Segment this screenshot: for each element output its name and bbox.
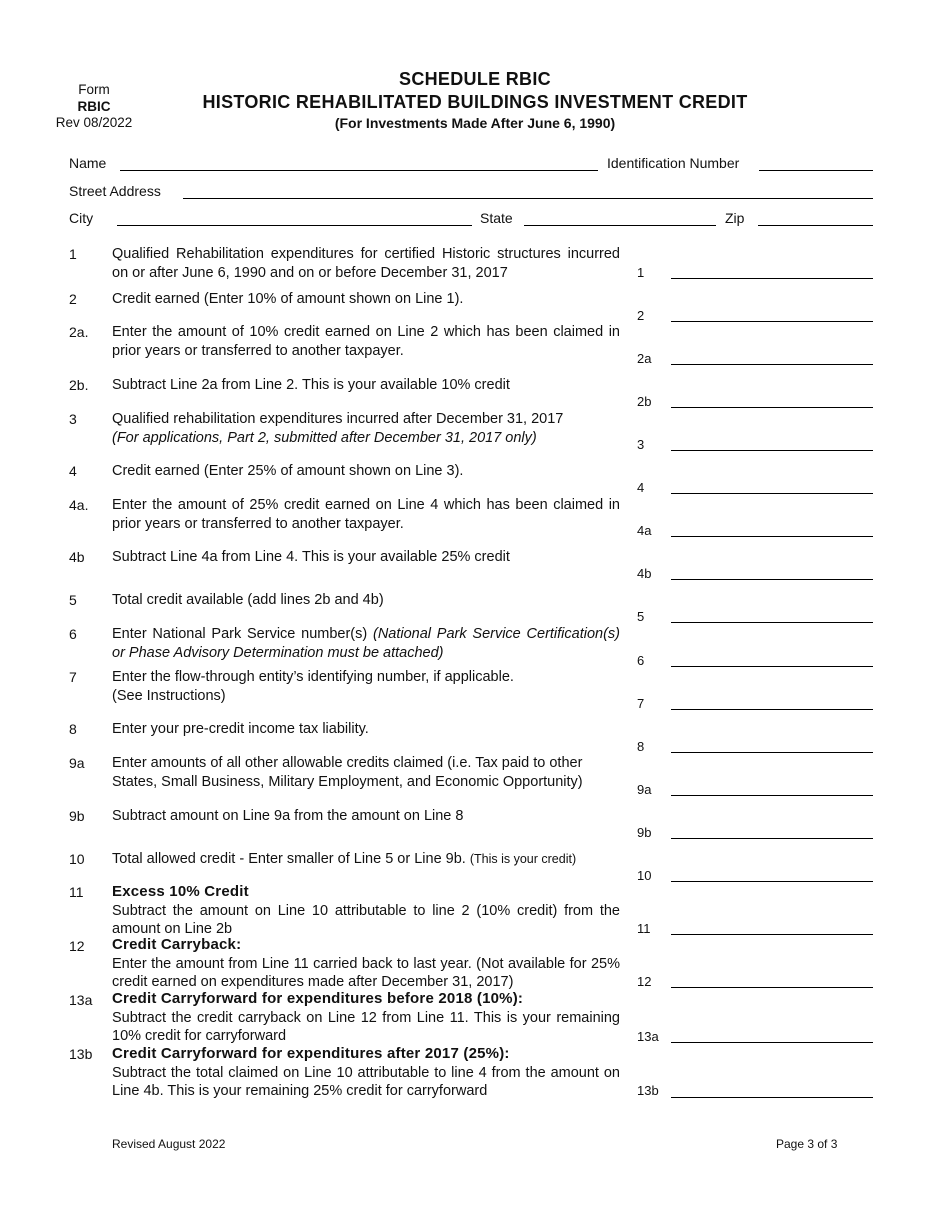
line-9a-amount-field[interactable] — [671, 795, 873, 796]
line-ref: 13b — [637, 1083, 659, 1098]
line-ref: 9b — [637, 825, 652, 840]
line-text: Subtract the total claimed on Line 10 attributable to line 4 from the amount on Line 4b. This is your remaining 25% credit for carryforward — [112, 1064, 620, 1099]
line-5-amount-field[interactable] — [671, 622, 873, 623]
line-number: 3 — [69, 411, 77, 427]
identification-number-label: Identification Number — [607, 155, 740, 171]
line-description — [112, 807, 620, 826]
line-ref: 8 — [637, 739, 645, 754]
line-note: (For applications, Part 2, submitted after December 31, 2017 only) — [112, 429, 537, 446]
line-13b-amount-field[interactable] — [671, 1097, 873, 1098]
line-ref: 7 — [637, 696, 645, 711]
line-4b-amount-field[interactable] — [671, 579, 873, 580]
line-note: (National Park Service Certification(s) or Phase Advisory Determination must be attached) — [112, 626, 620, 661]
zip-label: Zip — [725, 210, 745, 226]
line-description — [112, 496, 620, 533]
state-label: State — [480, 210, 513, 226]
form-revision: Rev 08/2022 — [55, 115, 133, 130]
street-address-field[interactable] — [183, 198, 873, 199]
line-ref: 11 — [637, 921, 651, 936]
page-subtitle: (For Investments Made After June 6, 1990) — [334, 115, 616, 131]
line-ref: 4 — [637, 480, 645, 495]
footer-revised: Revised August 2022 — [112, 1137, 226, 1151]
line-9b-amount-field[interactable] — [671, 838, 873, 839]
line-description — [112, 245, 620, 282]
line-heading: Credit Carryforward for expenditures after 2017 (25%): — [112, 1045, 510, 1062]
line-number: 2b. — [69, 377, 89, 393]
line-number: 1 — [69, 246, 77, 262]
line-description — [112, 290, 620, 309]
line-text: Enter National Park Service number(s) — [112, 626, 368, 642]
line-description — [112, 990, 620, 1046]
line-number: 13a — [69, 992, 93, 1008]
line-text: Qualified rehabilitation expenditures incurred after December 31, 2017 — [112, 411, 564, 427]
line-8-amount-field[interactable] — [671, 752, 873, 753]
line-heading: Credit Carryback: — [112, 936, 242, 953]
line-ref: 6 — [637, 653, 645, 668]
line-11-amount-field[interactable] — [671, 934, 873, 935]
line-note: (See Instructions) — [112, 687, 226, 704]
line-10-amount-field[interactable] — [671, 881, 873, 882]
line-description — [112, 668, 620, 705]
line-text: Subtract Line 2a from Line 2. This is your available 10% credit — [112, 377, 510, 393]
line-note: (This is your credit) — [469, 852, 577, 866]
line-number: 11 — [69, 884, 84, 900]
line-ref: 5 — [637, 609, 645, 624]
line-number: 9a — [69, 755, 85, 771]
city-label: City — [69, 210, 94, 226]
line-ref: 2 — [637, 308, 645, 323]
line-number: 8 — [69, 721, 77, 737]
line-ref: 12 — [637, 974, 652, 989]
line-text: Enter your pre-credit income tax liability. — [112, 721, 369, 737]
city-field[interactable] — [117, 225, 472, 226]
line-ref: 2a — [637, 351, 652, 366]
line-number: 2a. — [69, 324, 89, 340]
line-ref: 4a — [637, 523, 652, 538]
line-number: 12 — [69, 938, 85, 954]
line-3-amount-field[interactable] — [671, 450, 873, 451]
line-ref: 4b — [637, 566, 652, 581]
identification-number-field[interactable] — [759, 170, 873, 171]
line-text: Credit earned (Enter 25% of amount shown on Line 3). — [112, 463, 464, 479]
line-2b-amount-field[interactable] — [671, 407, 873, 408]
name-field[interactable] — [120, 170, 598, 171]
line-ref: 2b — [637, 394, 652, 409]
line-description — [112, 625, 620, 662]
line-4a-amount-field[interactable] — [671, 536, 873, 537]
line-number: 4 — [69, 463, 77, 479]
line-description — [112, 376, 620, 395]
line-description — [112, 850, 620, 869]
line-number: 13b — [69, 1046, 93, 1062]
line-7-amount-field[interactable] — [671, 709, 873, 710]
page-title: HISTORIC REHABILITATED BUILDINGS INVESTMENT CREDIT — [202, 92, 748, 112]
state-field[interactable] — [524, 225, 716, 226]
line-description — [112, 591, 620, 610]
line-1-amount-field[interactable] — [671, 278, 873, 279]
line-heading: Credit Carryforward for expenditures before 2018 (10%): — [112, 990, 524, 1007]
line-text: Qualified Rehabilitation expenditures for certified Historic structures incurred on or after June 6, 1990 and on or before December 31, 2017 — [112, 246, 620, 281]
line-number: 10 — [69, 851, 85, 867]
line-ref: 1 — [637, 265, 645, 280]
line-text: Subtract amount on Line 9a from the amount on Line 8 — [112, 808, 464, 824]
line-2-amount-field[interactable] — [671, 321, 873, 322]
line-text: Enter the amount from Line 11 carried back to last year. (Not available for 25% credit earned on expenditures made after December 31, 2017) — [112, 955, 620, 990]
line-number: 7 — [69, 669, 77, 685]
line-description — [112, 754, 620, 791]
line-ref: 13a — [637, 1029, 659, 1044]
line-description — [112, 548, 620, 567]
name-label: Name — [69, 155, 107, 171]
form-label: Form — [78, 82, 110, 97]
line-ref: 3 — [637, 437, 645, 452]
footer-page-number: Page 3 of 3 — [776, 1137, 838, 1151]
line-2a-amount-field[interactable] — [671, 364, 873, 365]
line-description — [112, 410, 620, 447]
schedule-title: SCHEDULE RBIC — [399, 69, 551, 89]
line-number: 2 — [69, 291, 77, 307]
line-text: Credit earned (Enter 10% of amount shown on Line 1). — [112, 291, 464, 307]
line-description — [112, 323, 620, 360]
line-text: Enter the amount of 25% credit earned on Line 4 which has been claimed in prior years or transferred to another taxpayer. — [112, 497, 620, 532]
line-text: Total credit available (add lines 2b and 4b) — [112, 592, 384, 608]
street-address-label: Street Address — [69, 183, 161, 199]
line-description — [112, 1045, 620, 1101]
line-text: Enter the flow-through entity’s identifying number, if applicable. — [112, 669, 514, 685]
form-code: RBIC — [77, 98, 111, 114]
line-text: Enter amounts of all other allowable credits claimed (i.e. Tax paid to other States, Small Business, Military Employment, and Economic Opportunity) — [112, 755, 583, 790]
line-text: Subtract Line 4a from Line 4. This is your available 25% credit — [112, 549, 510, 565]
line-4-amount-field[interactable] — [671, 493, 873, 494]
line-description — [112, 883, 620, 939]
zip-field[interactable] — [758, 225, 873, 226]
line-12-amount-field[interactable] — [671, 987, 873, 988]
line-number: 4b — [69, 549, 85, 565]
line-text: Total allowed credit - Enter smaller of Line 5 or Line 9b. — [112, 851, 466, 867]
line-description — [112, 462, 620, 481]
line-text: Enter the amount of 10% credit earned on Line 2 which has been claimed in prior years or transferred to another taxpayer. — [112, 324, 620, 359]
line-13a-amount-field[interactable] — [671, 1042, 873, 1043]
line-6-amount-field[interactable] — [671, 666, 873, 667]
line-description — [112, 936, 620, 992]
line-ref: 9a — [637, 782, 652, 797]
line-number: 9b — [69, 808, 85, 824]
line-number: 6 — [69, 626, 77, 642]
line-text: Subtract the credit carryback on Line 12 from Line 11. This is your remaining 10% credit for carryforward — [112, 1009, 620, 1044]
line-number: 4a. — [69, 497, 89, 513]
line-text: Subtract the amount on Line 10 attributable to line 2 (10% credit) from the amount on Line 2b — [112, 902, 620, 937]
line-number: 5 — [69, 592, 77, 608]
line-heading: Excess 10% Credit — [112, 883, 249, 900]
line-description — [112, 720, 620, 739]
line-ref: 10 — [637, 868, 652, 883]
